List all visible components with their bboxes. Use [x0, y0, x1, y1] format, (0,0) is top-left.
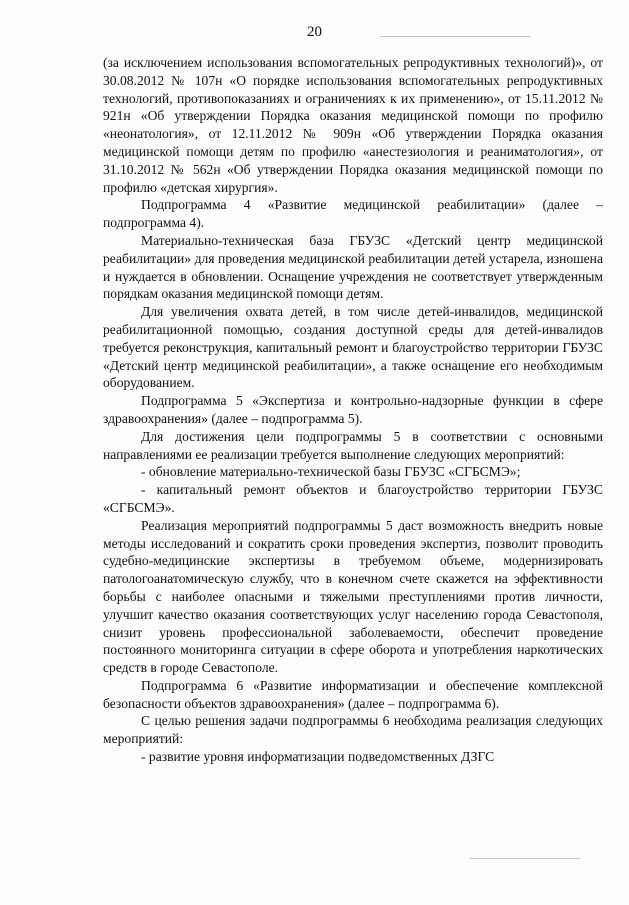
bullet-item-1: - обновление материально-технической базы ГБУЗС «СГБСМЭ»; [141, 464, 521, 480]
paragraph-4: Для увеличения охвата детей, в том числе детей-инвалидов, медицинской реабилитационной помощью, создания доступной среды для детей-инвалидов требуется реконструкция, капитальный ремонт и благоустройство территории ГБУЗС «Детский центр медицинской реабилитации», а также оснащение его необходимым оборудованием. [103, 304, 603, 391]
paragraph-2: Подпрограмма 4 «Развитие медицинской реабилитации» (далее – подпрограмма 4). [103, 197, 603, 231]
paragraph-9: С целью решения задачи подпрограммы 6 необходима реализация следующих мероприятий: [103, 713, 603, 747]
document-body [103, 54, 603, 766]
paragraph-3: Материально-техническая база ГБУЗС «Детский центр медицинской реабилитации» для проведения медицинской реабилитации детей устарела, изношена и нуждается в обновлении. Оснащение учреждения не соответствует утвержденным порядкам оказания медицинской помощи детям. [103, 232, 603, 302]
paragraph-5: Подпрограмма 5 «Экспертиза и контрольно-надзорные функции в сфере здравоохранения» (далее – подпрограмма 5). [103, 393, 603, 426]
scan-noise-bottom [470, 858, 580, 859]
bullet-item-2: - капитальный ремонт объектов и благоустройство территории ГБУЗС «СГБСМЭ». [103, 482, 603, 515]
bullet-item-3: - развитие уровня информатизации подведомственных ДЗГС [141, 749, 495, 765]
paragraph-6: Для достижения цели подпрограммы 5 в соответствии с основными направлениями ее реализации требуется выполнение следующих мероприятий: [103, 428, 603, 462]
scan-noise-top [380, 36, 530, 37]
paragraph-7: Реализация мероприятий подпрограммы 5 даст возможность внедрить новые методы исследований и сократить сроки проведения экспертиз, позволит проводить судебно-медицинские экспертизы в требуемом объеме, модернизировать патологоанатомическую службу, что в конечном счете скажется на эффективности борьбы с наиболее опасными и тяжелыми преступлениями против личности, улучшит качество оказания соответствующих услуг населению города Севастополя, снизит уровень профессиональной заболеваемости, обеспечит проведение постоянного мониторинга ситуации в сфере оборота и употребления наркотических средств в городе Севастополе. [103, 517, 603, 676]
paragraph-1: (за исключением использования вспомогательных репродуктивных технологий)», от 30.08.2012 № 107н «О порядке использования вспомогательных репродуктивных технологий, противопоказаниях и ограничениях к их применению», от 15.11.2012 № 921н «Об утверждении Порядка оказания медицинской помощи по профилю «неонатология», от 12.11.2012 № 909н «Об утверждении Порядка оказания медицинской помощи детям по профилю «анестезиология и реаниматология», от 31.10.2012 № 562н «Об утверждении Порядка оказания медицинской помощи по профилю «детская хирургия». [103, 55, 603, 195]
paragraph-8: Подпрограмма 6 «Развитие информатизации и обеспечение комплексной безопасности объектов здравоохранения» (далее – подпрограмма 6). [103, 677, 603, 711]
page-number: 20 [307, 24, 322, 40]
